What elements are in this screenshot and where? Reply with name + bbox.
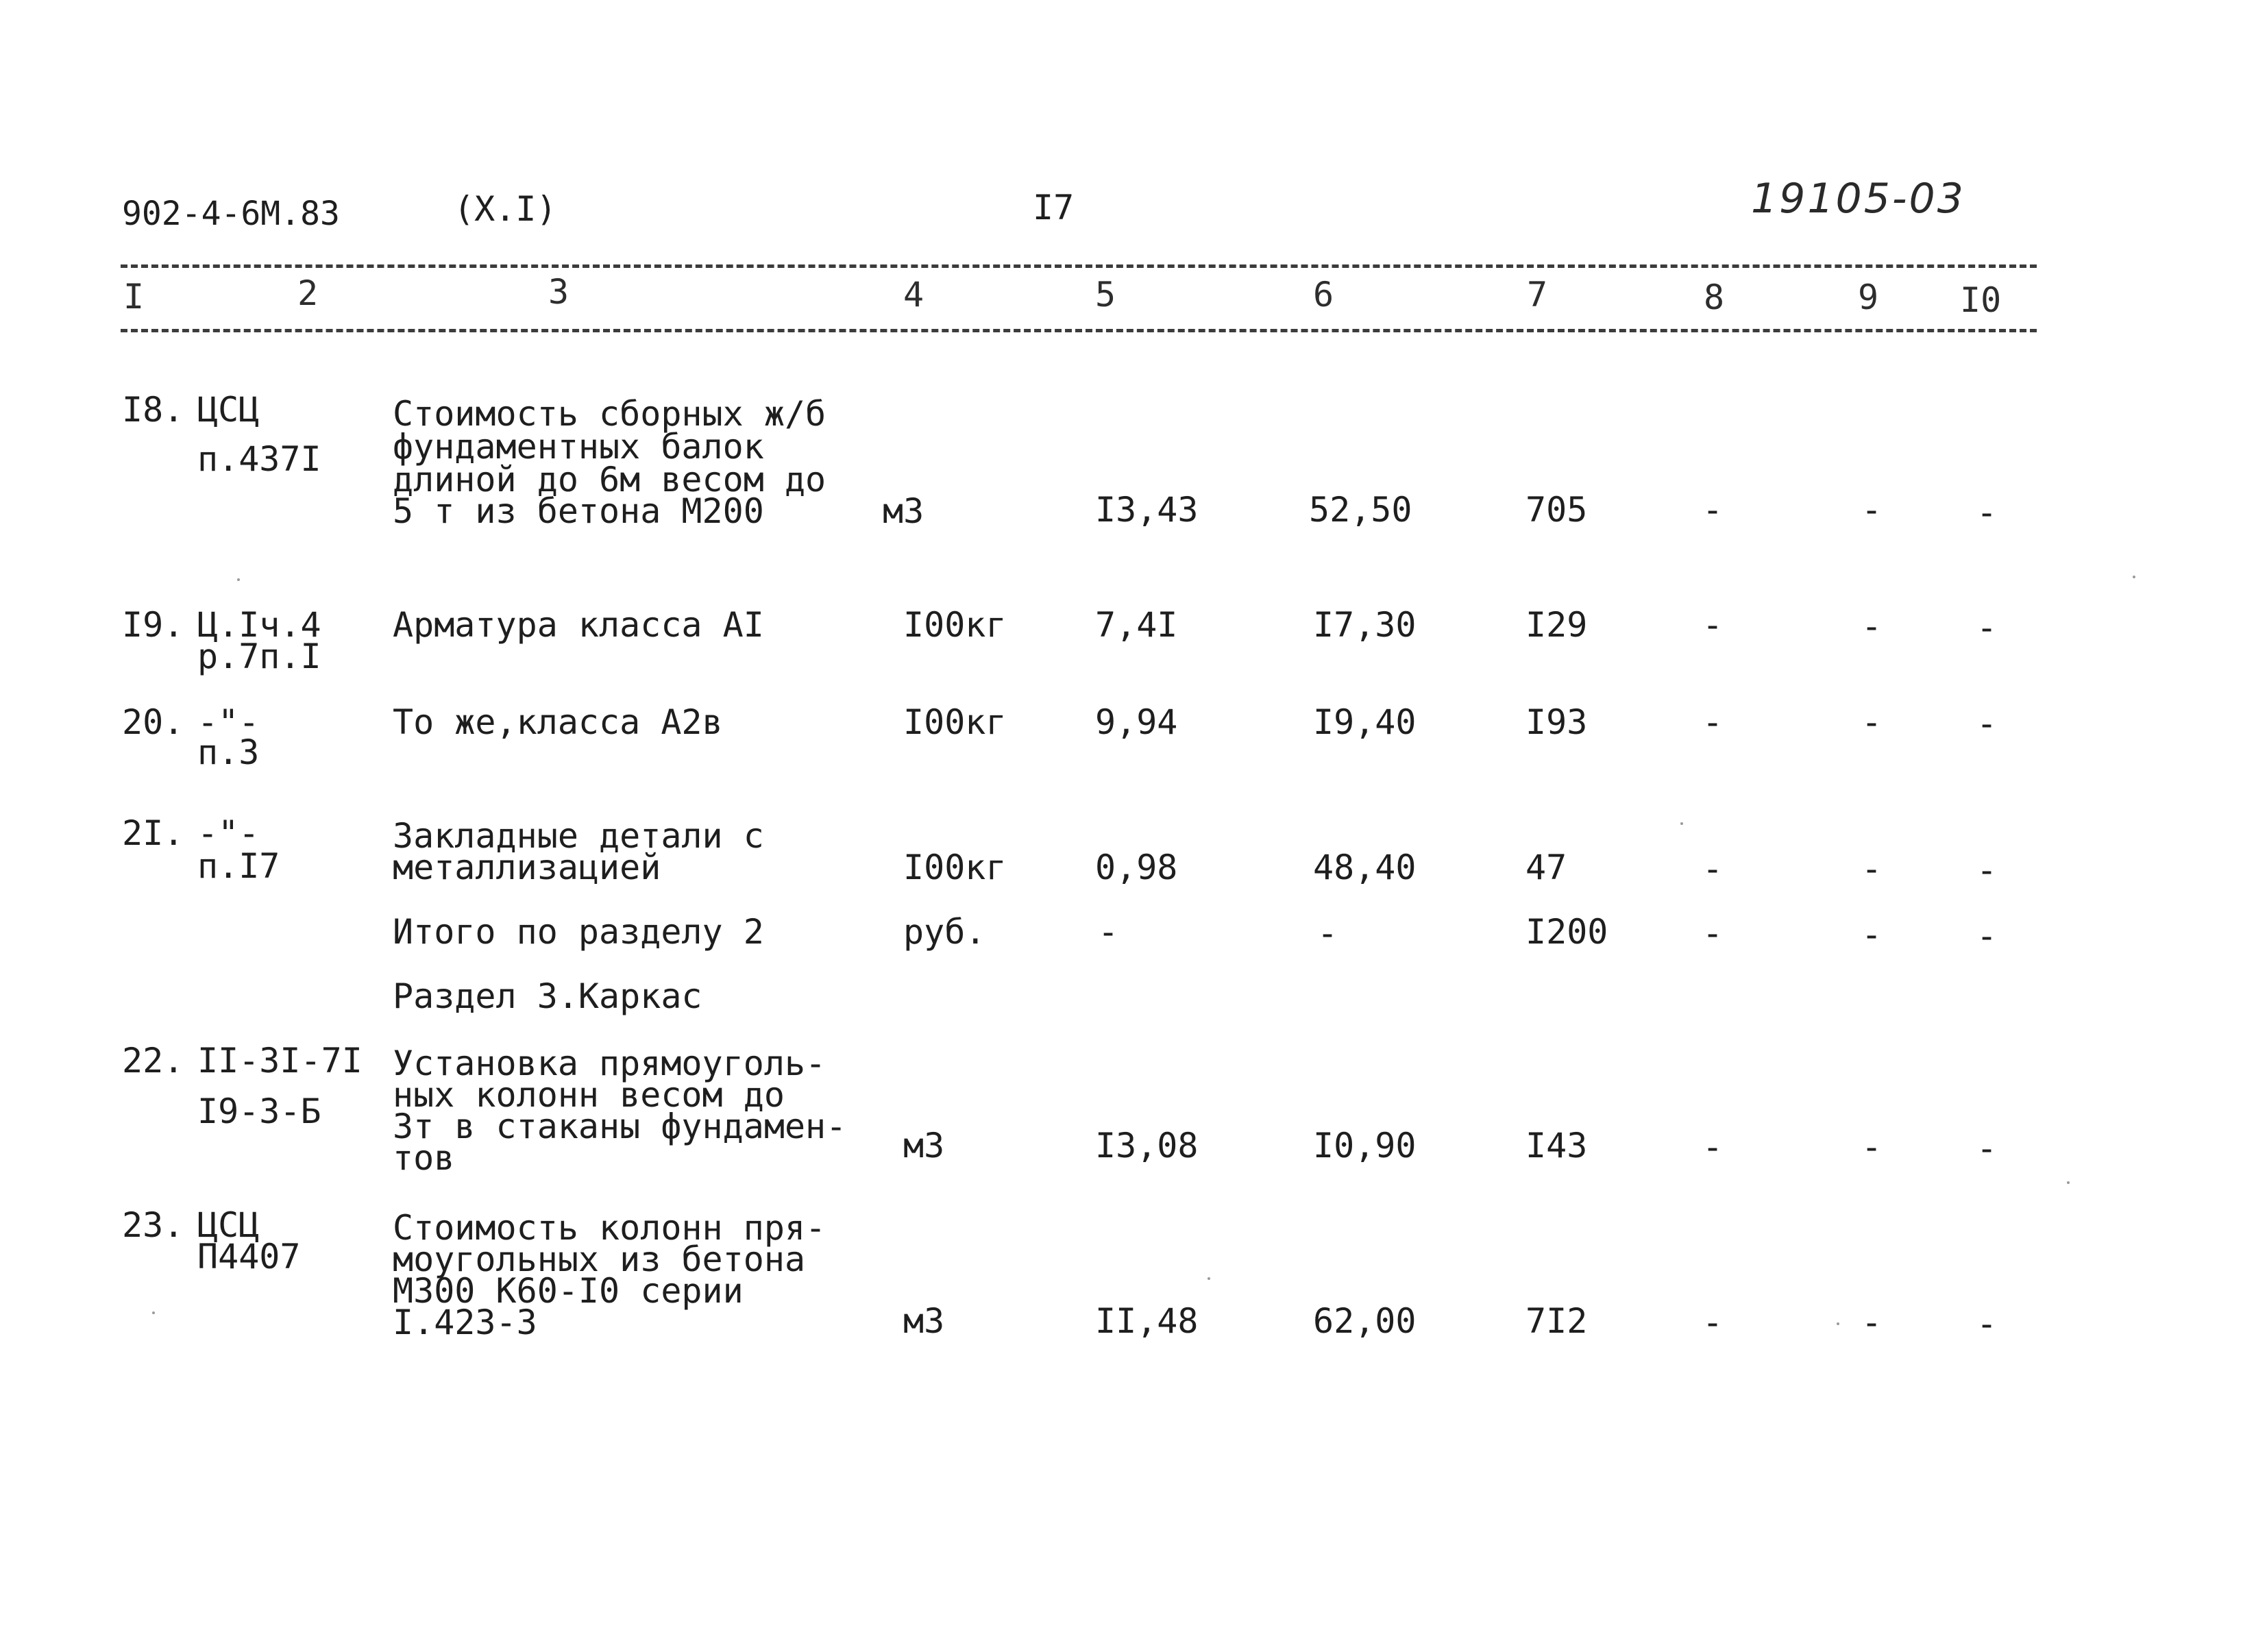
column-number: 6 — [1313, 275, 1334, 315]
row-code: -"- — [197, 702, 260, 742]
row-number: 20. — [122, 702, 184, 742]
row-unit: руб. — [903, 912, 986, 952]
row-col8: - — [1702, 849, 1724, 889]
row-number: I8. — [122, 390, 184, 430]
row-code: -"- — [197, 813, 260, 853]
row-quantity: - — [1098, 912, 1119, 952]
row-unit: I00кг — [903, 605, 1007, 645]
row-code: II-3I-7I — [197, 1041, 363, 1081]
row-description: длиной до 6м весом до — [393, 460, 826, 500]
row-col8: - — [1702, 702, 1724, 742]
row-description: тов — [393, 1138, 455, 1178]
column-number: 7 — [1527, 275, 1548, 315]
row-code: п.I7 — [197, 846, 280, 886]
row-col10: - — [1976, 1304, 1998, 1344]
row-col10: - — [1976, 1129, 1998, 1168]
column-number: 5 — [1095, 275, 1116, 315]
row-code: П4407 — [197, 1237, 301, 1277]
row-number: 22. — [122, 1041, 184, 1081]
row-col9: - — [1861, 849, 1883, 889]
row-total: I29 — [1525, 605, 1588, 645]
column-number: 4 — [903, 275, 924, 315]
scan-speck — [152, 1311, 155, 1314]
row-description: То же,класса А2в — [393, 702, 723, 742]
page-number: I7 — [1033, 188, 1075, 227]
subtotal-label: Итого по разделу 2 — [393, 912, 764, 952]
row-price: 62,00 — [1313, 1301, 1417, 1341]
row-quantity: 9,94 — [1095, 702, 1178, 742]
row-price: - — [1317, 913, 1338, 953]
scan-speck — [2067, 1181, 2070, 1184]
row-total: 7I2 — [1525, 1301, 1588, 1341]
row-quantity: I3,08 — [1095, 1126, 1199, 1166]
row-price: I0,90 — [1313, 1126, 1417, 1166]
scan-speck — [2133, 576, 2135, 578]
row-code: п.3 — [197, 732, 260, 772]
row-code: п.437I — [197, 439, 321, 479]
row-quantity: I3,43 — [1095, 490, 1199, 530]
row-unit: I00кг — [903, 848, 1007, 887]
row-description: металлизацией — [393, 848, 661, 887]
row-description: моугольных из бетона — [393, 1240, 806, 1279]
column-number: I0 — [1960, 280, 2002, 320]
row-col10: - — [1976, 704, 1998, 743]
row-code: р.7п.I — [197, 637, 321, 676]
column-number: I — [123, 277, 145, 317]
row-col9: - — [1861, 1127, 1883, 1167]
scan-speck — [1680, 822, 1683, 825]
stamp-number: 19105-03 — [1751, 175, 1965, 223]
row-description: М300 К60-I0 серии — [393, 1271, 744, 1311]
row-description: Арматура класса AI — [393, 605, 764, 645]
row-quantity: 7,4I — [1095, 605, 1178, 645]
row-code: I9-3-Б — [197, 1092, 321, 1131]
row-col8: - — [1702, 1127, 1724, 1167]
row-col8: - — [1702, 913, 1724, 953]
scan-speck — [1837, 1322, 1839, 1325]
row-price: I9,40 — [1313, 702, 1417, 742]
row-col9: - — [1861, 702, 1883, 742]
row-col9: - — [1861, 490, 1883, 530]
row-total: I200 — [1525, 912, 1608, 952]
row-unit: м3 — [903, 1126, 945, 1166]
row-total: I93 — [1525, 702, 1588, 742]
column-number: 9 — [1858, 278, 1879, 317]
row-description: I.423-3 — [393, 1303, 537, 1342]
row-col8: - — [1702, 605, 1724, 645]
row-total: 47 — [1525, 848, 1567, 887]
row-description: Стоимость сборных ж/б — [393, 394, 826, 434]
document-code: 902-4-6М.83 — [122, 195, 340, 233]
section-heading: Раздел 3.Каркас — [393, 976, 702, 1016]
row-description: Установка прямоуголь- — [393, 1044, 826, 1083]
row-col9: - — [1861, 915, 1883, 954]
row-quantity: 0,98 — [1095, 848, 1178, 887]
scan-speck — [237, 578, 240, 581]
row-price: 48,40 — [1313, 848, 1417, 887]
row-col8: - — [1702, 490, 1724, 530]
row-col8: - — [1702, 1303, 1724, 1342]
row-description: фундаментных балок — [393, 427, 764, 467]
row-unit: м3 — [903, 1301, 945, 1341]
row-col9: - — [1861, 606, 1883, 646]
row-number: 2I. — [122, 813, 184, 853]
row-code: Ц.Iч.4 — [197, 605, 321, 645]
scan-speck — [1208, 1277, 1210, 1280]
header-rule-bottom — [121, 329, 2037, 332]
row-description: 3т в стаканы фундамен- — [393, 1107, 847, 1146]
row-price: 52,50 — [1309, 490, 1412, 530]
column-number: 3 — [548, 272, 569, 312]
row-unit: I00кг — [903, 702, 1007, 742]
row-description: ных колонн весом до — [393, 1075, 785, 1115]
row-col10: - — [1976, 608, 1998, 648]
row-total: 705 — [1525, 490, 1588, 530]
row-number: 23. — [122, 1205, 184, 1245]
column-number: 8 — [1704, 278, 1725, 317]
column-number: 2 — [297, 273, 319, 313]
row-col10: - — [1976, 916, 1998, 956]
row-total: I43 — [1525, 1126, 1588, 1166]
row-code: ЦСЦ — [197, 1205, 260, 1245]
row-number: I9. — [122, 605, 184, 645]
row-col10: - — [1976, 850, 1998, 890]
row-price: I7,30 — [1313, 605, 1417, 645]
section-code: (X.I) — [454, 189, 557, 229]
row-unit: м3 — [883, 491, 924, 531]
row-description: 5 т из бетона М200 — [393, 491, 764, 531]
row-description: Стоимость колонн пря- — [393, 1208, 826, 1248]
row-description: Закладные детали с — [393, 816, 764, 856]
row-code: ЦСЦ — [197, 390, 260, 430]
row-quantity: II,48 — [1095, 1301, 1199, 1341]
header-rule-top — [121, 264, 2037, 268]
row-col10: - — [1976, 493, 1998, 532]
row-col9: - — [1861, 1303, 1883, 1342]
